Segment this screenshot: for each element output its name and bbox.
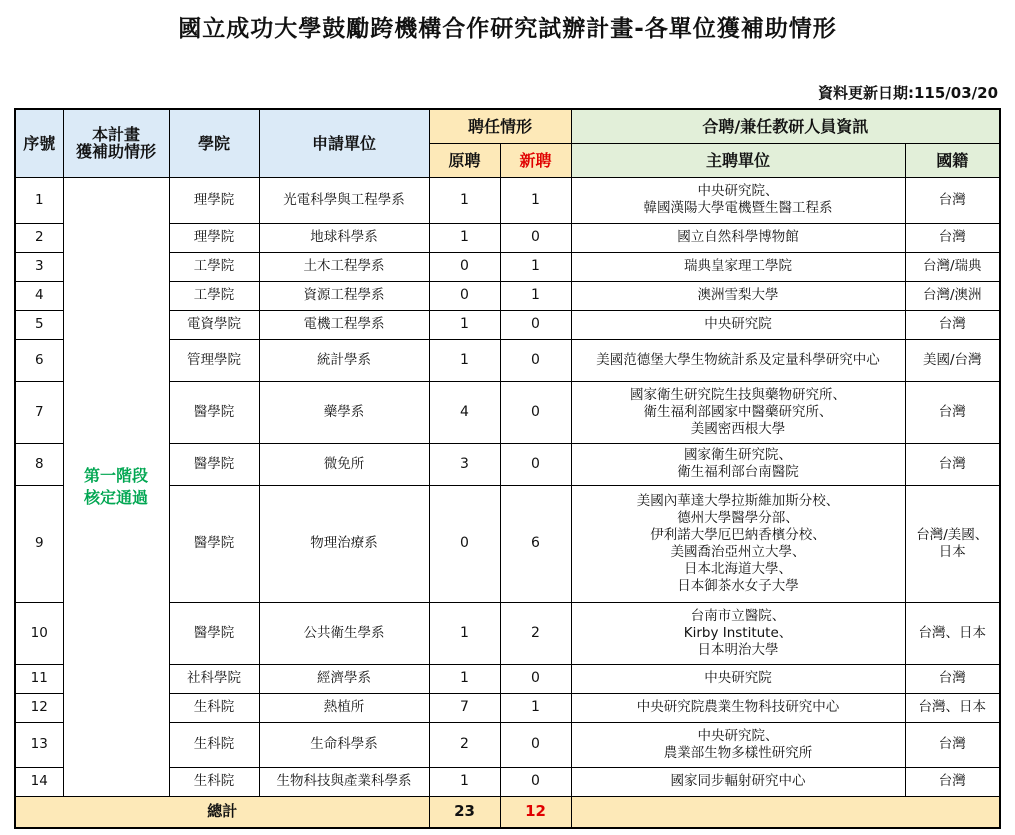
host-unit-line: 伊利諾大學厄巴納香檳分校、 xyxy=(650,526,826,543)
seq-cell: 6 xyxy=(15,339,63,381)
nationality-line: 台灣 xyxy=(938,773,966,789)
header-nationality: 國籍 xyxy=(905,143,1000,177)
nationality-line: 台灣 xyxy=(938,316,966,332)
original-count-cell: 3 xyxy=(429,443,500,485)
seq-cell: 13 xyxy=(15,722,63,767)
table-body xyxy=(15,177,1000,796)
department-cell: 資源工程學系 xyxy=(259,281,429,310)
nationality-cell xyxy=(905,664,1000,693)
host-unit-line: 農業部生物多樣性研究所 xyxy=(663,744,813,761)
nationality-cell xyxy=(905,177,1000,223)
new-count-cell: 1 xyxy=(500,252,571,281)
host-unit-line: 美國范德堡大學生物統計系及定量科學研究中心 xyxy=(596,351,880,368)
header-hire-group: 聘任情形 xyxy=(429,109,571,143)
nationality-cell xyxy=(905,339,1000,381)
original-count-cell: 1 xyxy=(429,223,500,252)
seq-cell: 10 xyxy=(15,602,63,664)
nationality-line: 台灣 xyxy=(938,670,966,686)
nationality-line: 台灣/美國、 xyxy=(916,526,989,543)
college-cell: 理學院 xyxy=(169,177,259,223)
seq-cell: 8 xyxy=(15,443,63,485)
header-host-unit: 主聘單位 xyxy=(571,143,905,177)
department-cell: 電機工程學系 xyxy=(259,310,429,339)
host-unit-line: 國家同步輻射研究中心 xyxy=(670,773,806,789)
department-cell: 經濟學系 xyxy=(259,664,429,693)
new-count-cell: 0 xyxy=(500,767,571,796)
new-count-cell: 0 xyxy=(500,381,571,443)
new-count-cell: 1 xyxy=(500,177,571,223)
header-plan-status xyxy=(63,109,169,177)
new-count-cell: 2 xyxy=(500,602,571,664)
nationality-cell xyxy=(905,767,1000,796)
nationality-line: 台灣 xyxy=(938,736,966,752)
page-title: 國立成功大學鼓勵跨機構合作研究試辦計畫-各單位獲補助情形 xyxy=(178,16,837,42)
nationality-cell xyxy=(905,722,1000,767)
host-unit-cell xyxy=(571,310,905,339)
host-unit-line: 中央研究院、 xyxy=(697,183,779,199)
new-count-cell: 0 xyxy=(500,223,571,252)
original-count-cell: 0 xyxy=(429,485,500,602)
total-blank xyxy=(571,796,1000,828)
host-unit-line: 衛生福利部國家中醫藥研究所、 xyxy=(643,403,833,420)
host-unit-line: 中央研究院、 xyxy=(697,727,779,744)
host-unit-cell xyxy=(571,223,905,252)
nationality-cell xyxy=(905,485,1000,602)
host-unit-line: 國家衛生研究院、 xyxy=(684,447,793,463)
nationality-line: 台灣 xyxy=(938,455,966,472)
seq-cell: 5 xyxy=(15,310,63,339)
host-unit-cell xyxy=(571,339,905,381)
original-count-cell: 1 xyxy=(429,310,500,339)
college-cell: 醫學院 xyxy=(169,381,259,443)
college-cell: 管理學院 xyxy=(169,339,259,381)
department-cell: 地球科學系 xyxy=(259,223,429,252)
new-count-cell: 0 xyxy=(500,722,571,767)
college-cell: 生科院 xyxy=(169,767,259,796)
stage-label-line: 核定通過 xyxy=(83,487,148,507)
host-unit-cell xyxy=(571,443,905,485)
college-cell: 工學院 xyxy=(169,252,259,281)
original-count-cell: 1 xyxy=(429,602,500,664)
seq-cell: 3 xyxy=(15,252,63,281)
department-cell: 微免所 xyxy=(259,443,429,485)
department-cell: 物理治療系 xyxy=(259,485,429,602)
total-original: 23 xyxy=(429,796,500,828)
nationality-line: 台灣 xyxy=(938,403,966,420)
seq-cell: 4 xyxy=(15,281,63,310)
department-cell: 生命科學系 xyxy=(259,722,429,767)
new-count-cell: 6 xyxy=(500,485,571,602)
host-unit-cell xyxy=(571,252,905,281)
header-plan-status-line1: 本計畫 xyxy=(91,125,140,145)
department-cell: 熱植所 xyxy=(259,693,429,722)
header-plan-status-line2: 獲補助情形 xyxy=(75,142,156,162)
nationality-cell xyxy=(905,281,1000,310)
host-unit-line: 日本北海道大學、 xyxy=(684,560,793,577)
header-coop-group: 合聘/兼任教研人員資訊 xyxy=(571,109,1000,143)
college-cell: 生科院 xyxy=(169,722,259,767)
new-count-cell: 0 xyxy=(500,664,571,693)
host-unit-cell xyxy=(571,381,905,443)
nationality-line: 台灣、日本 xyxy=(918,624,987,641)
host-unit-line: 國家衛生研究院生技與藥物研究所、 xyxy=(630,386,847,403)
host-unit-cell xyxy=(571,722,905,767)
host-unit-line: 國立自然科學博物館 xyxy=(677,229,799,245)
host-unit-cell xyxy=(571,602,905,664)
host-unit-line: 德州大學醫學分部、 xyxy=(677,509,799,526)
stage-cell xyxy=(63,177,169,796)
host-unit-line: 韓國漢陽大學電機暨生醫工程系 xyxy=(643,200,833,216)
total-label: 總計 xyxy=(15,796,429,828)
original-count-cell: 1 xyxy=(429,177,500,223)
original-count-cell: 1 xyxy=(429,339,500,381)
host-unit-line: 美國內華達大學拉斯維加斯分校、 xyxy=(636,492,840,509)
seq-cell: 11 xyxy=(15,664,63,693)
host-unit-line: 中央研究院 xyxy=(704,316,772,332)
host-unit-line: Kirby Institute、 xyxy=(683,624,793,641)
department-cell: 統計學系 xyxy=(259,339,429,381)
nationality-line: 台灣/澳洲 xyxy=(922,287,982,303)
new-count-cell: 1 xyxy=(500,693,571,722)
department-cell: 公共衛生學系 xyxy=(259,602,429,664)
stage-label-line: 第一階段 xyxy=(83,465,148,485)
nationality-line: 美國/台灣 xyxy=(922,351,982,368)
nationality-line: 台灣、日本 xyxy=(918,699,987,715)
college-cell: 生科院 xyxy=(169,693,259,722)
department-cell: 光電科學與工程學系 xyxy=(259,177,429,223)
original-count-cell: 2 xyxy=(429,722,500,767)
host-unit-line: 中央研究院 xyxy=(704,670,772,686)
seq-cell: 2 xyxy=(15,223,63,252)
host-unit-line: 日本明治大學 xyxy=(697,641,779,658)
new-count-cell: 0 xyxy=(500,339,571,381)
original-count-cell: 1 xyxy=(429,664,500,693)
total-row xyxy=(15,796,1000,828)
nationality-cell xyxy=(905,223,1000,252)
header-new: 新聘 xyxy=(500,143,571,177)
nationality-cell xyxy=(905,602,1000,664)
host-unit-line: 澳洲雪梨大學 xyxy=(697,287,779,303)
college-cell: 電資學院 xyxy=(169,310,259,339)
subsidy-table xyxy=(14,108,1001,829)
host-unit-cell xyxy=(571,485,905,602)
seq-cell: 14 xyxy=(15,767,63,796)
nationality-cell xyxy=(905,381,1000,443)
nationality-cell xyxy=(905,310,1000,339)
seq-cell: 9 xyxy=(15,485,63,602)
original-count-cell: 0 xyxy=(429,281,500,310)
seq-cell: 7 xyxy=(15,381,63,443)
nationality-line: 台灣 xyxy=(938,229,966,245)
new-count-cell: 0 xyxy=(500,310,571,339)
nationality-line: 台灣 xyxy=(938,191,966,208)
new-count-cell: 0 xyxy=(500,443,571,485)
host-unit-cell xyxy=(571,664,905,693)
host-unit-line: 美國喬治亞州立大學、 xyxy=(670,543,806,560)
nationality-cell xyxy=(905,693,1000,722)
college-cell: 醫學院 xyxy=(169,485,259,602)
nationality-cell xyxy=(905,252,1000,281)
original-count-cell: 4 xyxy=(429,381,500,443)
host-unit-cell xyxy=(571,177,905,223)
seq-cell: 1 xyxy=(15,177,63,223)
host-unit-cell xyxy=(571,281,905,310)
host-unit-line: 台南市立醫院、 xyxy=(690,607,786,624)
department-cell: 土木工程學系 xyxy=(259,252,429,281)
host-unit-line: 美國密西根大學 xyxy=(690,420,786,437)
department-cell: 藥學系 xyxy=(259,381,429,443)
host-unit-line: 瑞典皇家理工學院 xyxy=(684,258,793,274)
host-unit-line: 衛生福利部台南醫院 xyxy=(677,464,799,480)
host-unit-line: 中央研究院農業生物科技研究中心 xyxy=(636,699,840,715)
nationality-line: 台灣/瑞典 xyxy=(922,258,982,274)
table-row xyxy=(15,177,1000,223)
college-cell: 醫學院 xyxy=(169,443,259,485)
college-cell: 醫學院 xyxy=(169,602,259,664)
total-new: 12 xyxy=(500,796,571,828)
header-seq: 序號 xyxy=(15,109,63,177)
header-department: 申請單位 xyxy=(259,109,429,177)
seq-cell: 12 xyxy=(15,693,63,722)
header-original: 原聘 xyxy=(429,143,500,177)
department-cell: 生物科技與產業科學系 xyxy=(259,767,429,796)
college-cell: 理學院 xyxy=(169,223,259,252)
nationality-cell xyxy=(905,443,1000,485)
header-college: 學院 xyxy=(169,109,259,177)
host-unit-cell xyxy=(571,767,905,796)
college-cell: 工學院 xyxy=(169,281,259,310)
host-unit-cell xyxy=(571,693,905,722)
college-cell: 社科學院 xyxy=(169,664,259,693)
host-unit-line: 日本御茶水女子大學 xyxy=(677,577,799,594)
update-date: 資料更新日期:115/03/20 xyxy=(817,84,998,102)
original-count-cell: 7 xyxy=(429,693,500,722)
original-count-cell: 0 xyxy=(429,252,500,281)
nationality-line: 日本 xyxy=(938,543,966,560)
original-count-cell: 1 xyxy=(429,767,500,796)
new-count-cell: 1 xyxy=(500,281,571,310)
